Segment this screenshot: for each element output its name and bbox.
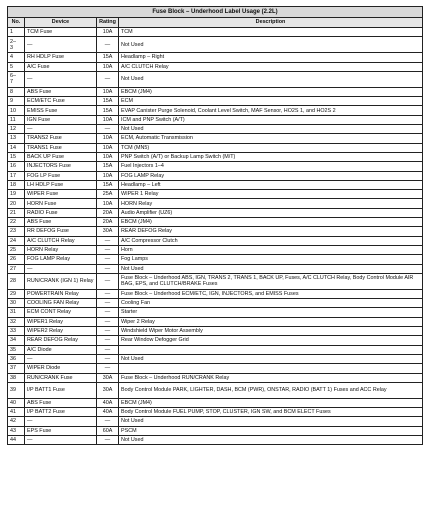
row-rating: 40A xyxy=(97,398,119,407)
row-device: I/P BATT1 Fuse xyxy=(25,382,97,398)
row-number: 10 xyxy=(8,106,25,115)
row-device: I/P BATT2 Fuse xyxy=(25,408,97,417)
row-device: LH HDLP Fuse xyxy=(25,180,97,189)
table-row xyxy=(8,190,423,199)
row-rating: — xyxy=(97,317,119,326)
fuse-usage-table xyxy=(7,6,423,445)
row-number: 18 xyxy=(8,180,25,189)
table-row xyxy=(8,408,423,417)
table-row xyxy=(8,382,423,398)
table-row xyxy=(8,345,423,354)
row-description: Not Used xyxy=(119,71,423,87)
row-device: EMISS Fuse xyxy=(25,106,97,115)
row-rating: 15A xyxy=(97,97,119,106)
table-row xyxy=(8,236,423,245)
row-rating: — xyxy=(97,245,119,254)
table-row xyxy=(8,264,423,273)
row-device: WIPER Fuse xyxy=(25,190,97,199)
row-number: 6– 7 xyxy=(8,71,25,87)
row-rating: — xyxy=(97,299,119,308)
row-description xyxy=(119,364,423,373)
row-device: — xyxy=(25,354,97,363)
row-rating: 30A xyxy=(97,382,119,398)
table-row xyxy=(8,373,423,382)
row-device: RUN/CRANK Fuse xyxy=(25,373,97,382)
row-description: FOG LAMP Relay xyxy=(119,171,423,180)
row-rating: — xyxy=(97,364,119,373)
table-body xyxy=(8,28,423,445)
row-rating: — xyxy=(97,345,119,354)
row-description: EBCM (JM4) xyxy=(119,87,423,96)
row-description: ECM, Automatic Transmission xyxy=(119,134,423,143)
row-rating: 10A xyxy=(97,87,119,96)
table-row xyxy=(8,97,423,106)
row-rating: 10A xyxy=(97,134,119,143)
table-row xyxy=(8,255,423,264)
table-row xyxy=(8,417,423,426)
row-number: 29 xyxy=(8,289,25,298)
row-rating: — xyxy=(97,273,119,289)
row-rating: 60A xyxy=(97,426,119,435)
row-device: WIPER2 Relay xyxy=(25,327,97,336)
row-device: RADIO Fuse xyxy=(25,208,97,217)
row-number: 19 xyxy=(8,190,25,199)
table-row xyxy=(8,289,423,298)
row-device: — xyxy=(25,264,97,273)
row-description: EBCM (JM4) xyxy=(119,218,423,227)
row-description: WIPER 1 Relay xyxy=(119,190,423,199)
row-rating: — xyxy=(97,354,119,363)
row-number: 8 xyxy=(8,87,25,96)
column-header-device: Device xyxy=(25,18,97,28)
row-number: 11 xyxy=(8,115,25,124)
row-number: 32 xyxy=(8,317,25,326)
row-number: 22 xyxy=(8,218,25,227)
table-row xyxy=(8,227,423,236)
row-device: A/C Fuse xyxy=(25,62,97,71)
table-row xyxy=(8,218,423,227)
row-number: 12 xyxy=(8,125,25,134)
table-row xyxy=(8,71,423,87)
row-rating: 20A xyxy=(97,218,119,227)
row-rating: 10A xyxy=(97,171,119,180)
table-row xyxy=(8,53,423,62)
row-number: 44 xyxy=(8,435,25,444)
row-description: Fuel Injectors 1–4 xyxy=(119,162,423,171)
row-description: Wiper 2 Relay xyxy=(119,317,423,326)
row-number: 34 xyxy=(8,336,25,345)
row-rating: 15A xyxy=(97,162,119,171)
table-row xyxy=(8,152,423,161)
table-row xyxy=(8,245,423,254)
row-rating: 25A xyxy=(97,190,119,199)
row-rating: 20A xyxy=(97,208,119,217)
row-description: Fuse Block – Underhood ECM/ETC, IGN, INJECTORS, and EMISS Fuses xyxy=(119,289,423,298)
row-device: ECM CONT Relay xyxy=(25,308,97,317)
table-row xyxy=(8,87,423,96)
table-row xyxy=(8,62,423,71)
row-rating: — xyxy=(97,435,119,444)
row-device: ABS Fuse xyxy=(25,87,97,96)
column-header-no: No. xyxy=(8,18,25,28)
row-rating: — xyxy=(97,71,119,87)
row-device: BACK UP Fuse xyxy=(25,152,97,161)
row-description: ICM and PNP Switch (A/T) xyxy=(119,115,423,124)
row-rating: 15A xyxy=(97,106,119,115)
row-number: 33 xyxy=(8,327,25,336)
row-device: ECM/ETC Fuse xyxy=(25,97,97,106)
row-description: Headlamp – Left xyxy=(119,180,423,189)
row-rating: 30A xyxy=(97,373,119,382)
row-description: Audio Amplifier (UZ6) xyxy=(119,208,423,217)
row-number: 38 xyxy=(8,373,25,382)
column-header-description: Description xyxy=(119,18,423,28)
row-rating: — xyxy=(97,336,119,345)
row-device: — xyxy=(25,125,97,134)
row-number: 2– 3 xyxy=(8,37,25,53)
row-device: — xyxy=(25,417,97,426)
row-rating: 10A xyxy=(97,28,119,37)
row-description: PNP Switch (A/T) or Backup Lamp Switch (M/T) xyxy=(119,152,423,161)
row-number: 16 xyxy=(8,162,25,171)
table-row xyxy=(8,162,423,171)
table-row xyxy=(8,426,423,435)
table-row xyxy=(8,134,423,143)
table-row xyxy=(8,273,423,289)
row-number: 37 xyxy=(8,364,25,373)
row-number: 25 xyxy=(8,245,25,254)
row-device: RH HDLP Fuse xyxy=(25,53,97,62)
row-rating: 10A xyxy=(97,199,119,208)
row-rating: 30A xyxy=(97,227,119,236)
row-number: 23 xyxy=(8,227,25,236)
row-description: Cooling Fan xyxy=(119,299,423,308)
row-device: ABS Fuse xyxy=(25,218,97,227)
row-device: RR DEFOG Fuse xyxy=(25,227,97,236)
row-description: Starter xyxy=(119,308,423,317)
row-rating: 10A xyxy=(97,62,119,71)
row-description: Fog Lamps xyxy=(119,255,423,264)
row-device: — xyxy=(25,435,97,444)
row-device: INJECTORS Fuse xyxy=(25,162,97,171)
row-rating: — xyxy=(97,308,119,317)
row-number: 35 xyxy=(8,345,25,354)
row-description: Not Used xyxy=(119,435,423,444)
row-rating: — xyxy=(97,327,119,336)
row-number: 26 xyxy=(8,255,25,264)
table-row xyxy=(8,180,423,189)
row-rating: 15A xyxy=(97,180,119,189)
table-row xyxy=(8,125,423,134)
table-row xyxy=(8,171,423,180)
table-row xyxy=(8,199,423,208)
row-description: Headlamp – Right xyxy=(119,53,423,62)
row-device: TRANS2 Fuse xyxy=(25,134,97,143)
row-description: Not Used xyxy=(119,125,423,134)
row-rating: — xyxy=(97,125,119,134)
row-number: 5 xyxy=(8,62,25,71)
row-device: ABS Fuse xyxy=(25,398,97,407)
row-rating: 10A xyxy=(97,115,119,124)
row-description: Windshield Wiper Motor Assembly xyxy=(119,327,423,336)
row-description xyxy=(119,345,423,354)
row-number: 14 xyxy=(8,143,25,152)
table-row xyxy=(8,435,423,444)
row-description: Not Used xyxy=(119,264,423,273)
row-number: 1 xyxy=(8,28,25,37)
row-description: Fuse Block – Underhood RUN/CRANK Relay xyxy=(119,373,423,382)
table-row xyxy=(8,299,423,308)
table-row xyxy=(8,336,423,345)
row-description: A/C Compressor Clutch xyxy=(119,236,423,245)
row-description: EBCM (JM4) xyxy=(119,398,423,407)
row-number: 28 xyxy=(8,273,25,289)
row-device: WIPER Diode xyxy=(25,364,97,373)
row-device: TCM Fuse xyxy=(25,28,97,37)
row-description: HORN Relay xyxy=(119,199,423,208)
fuse-block-document xyxy=(7,6,423,445)
row-number: 4 xyxy=(8,53,25,62)
row-rating: — xyxy=(97,417,119,426)
row-number: 41 xyxy=(8,408,25,417)
table-row xyxy=(8,354,423,363)
row-description: Body Control Module PARK, LIGHTER, DASH, BCM (PWR), ONSTAR, RADIO (BATT 1) Fuses and ACC Relay xyxy=(119,382,423,398)
table-title: Fuse Block – Underhood Label Usage (2.2L) xyxy=(8,7,423,18)
row-number: 13 xyxy=(8,134,25,143)
row-device: A/C Diode xyxy=(25,345,97,354)
table-row xyxy=(8,308,423,317)
row-number: 43 xyxy=(8,426,25,435)
table-row xyxy=(8,28,423,37)
row-device: HORN Relay xyxy=(25,245,97,254)
row-number: 40 xyxy=(8,398,25,407)
row-number: 20 xyxy=(8,199,25,208)
row-number: 31 xyxy=(8,308,25,317)
row-number: 24 xyxy=(8,236,25,245)
row-number: 15 xyxy=(8,152,25,161)
row-device: EPS Fuse xyxy=(25,426,97,435)
row-description: REAR DEFOG Relay xyxy=(119,227,423,236)
row-number: 30 xyxy=(8,299,25,308)
row-number: 17 xyxy=(8,171,25,180)
row-description: ECM xyxy=(119,97,423,106)
row-device: POWERTRAIN Relay xyxy=(25,289,97,298)
table-row xyxy=(8,37,423,53)
row-description: A/C CLUTCH Relay xyxy=(119,62,423,71)
table-row xyxy=(8,398,423,407)
row-number: 36 xyxy=(8,354,25,363)
row-number: 21 xyxy=(8,208,25,217)
row-number: 42 xyxy=(8,417,25,426)
table-row xyxy=(8,106,423,115)
row-device: COOLING FAN Relay xyxy=(25,299,97,308)
row-description: Not Used xyxy=(119,417,423,426)
row-device: FOG LAMP Relay xyxy=(25,255,97,264)
row-device: RUN/CRANK (IGN 1) Relay xyxy=(25,273,97,289)
row-description: Not Used xyxy=(119,37,423,53)
row-number: 27 xyxy=(8,264,25,273)
row-device: — xyxy=(25,37,97,53)
table-row xyxy=(8,327,423,336)
row-device: FOG LP Fuse xyxy=(25,171,97,180)
row-description: Horn xyxy=(119,245,423,254)
row-description: Body Control Module FUEL PUMP, STOP, CLUSTER, IGN SW, and BCM ELECT Fuses xyxy=(119,408,423,417)
row-rating: 15A xyxy=(97,53,119,62)
row-rating: — xyxy=(97,236,119,245)
row-rating: 10A xyxy=(97,143,119,152)
table-row xyxy=(8,115,423,124)
table-row xyxy=(8,143,423,152)
row-description: PSCM xyxy=(119,426,423,435)
row-description: TCM xyxy=(119,28,423,37)
row-rating: — xyxy=(97,37,119,53)
row-description: Fuse Block – Underhood ABS, IGN, TRANS 2, TRANS 1, BACK UP, Fuses, A/C CLUTCH Relay, Body Control Module AIR BAG, EPS, and CLUTCH/BRAKE Fuses xyxy=(119,273,423,289)
row-device: REAR DEFOG Relay xyxy=(25,336,97,345)
row-device: TRANS1 Fuse xyxy=(25,143,97,152)
row-description: Not Used xyxy=(119,354,423,363)
table-row xyxy=(8,364,423,373)
row-device: IGN Fuse xyxy=(25,115,97,124)
table-row xyxy=(8,208,423,217)
row-rating: 40A xyxy=(97,408,119,417)
row-number: 39 xyxy=(8,382,25,398)
row-description: TCM (MN5) xyxy=(119,143,423,152)
row-description: EVAP Canister Purge Solenoid, Coolant Level Switch, MAF Sensor, HO2S 1, and HO2S 2 xyxy=(119,106,423,115)
row-device: HORN Fuse xyxy=(25,199,97,208)
column-header-rating: Rating xyxy=(97,18,119,28)
row-device: — xyxy=(25,71,97,87)
row-description: Rear Window Defogger Grid xyxy=(119,336,423,345)
row-device: WIPER1 Relay xyxy=(25,317,97,326)
row-rating: — xyxy=(97,255,119,264)
row-number: 9 xyxy=(8,97,25,106)
row-rating: — xyxy=(97,264,119,273)
row-rating: 10A xyxy=(97,152,119,161)
row-device: A/C CLUTCH Relay xyxy=(25,236,97,245)
table-row xyxy=(8,317,423,326)
row-rating: — xyxy=(97,289,119,298)
